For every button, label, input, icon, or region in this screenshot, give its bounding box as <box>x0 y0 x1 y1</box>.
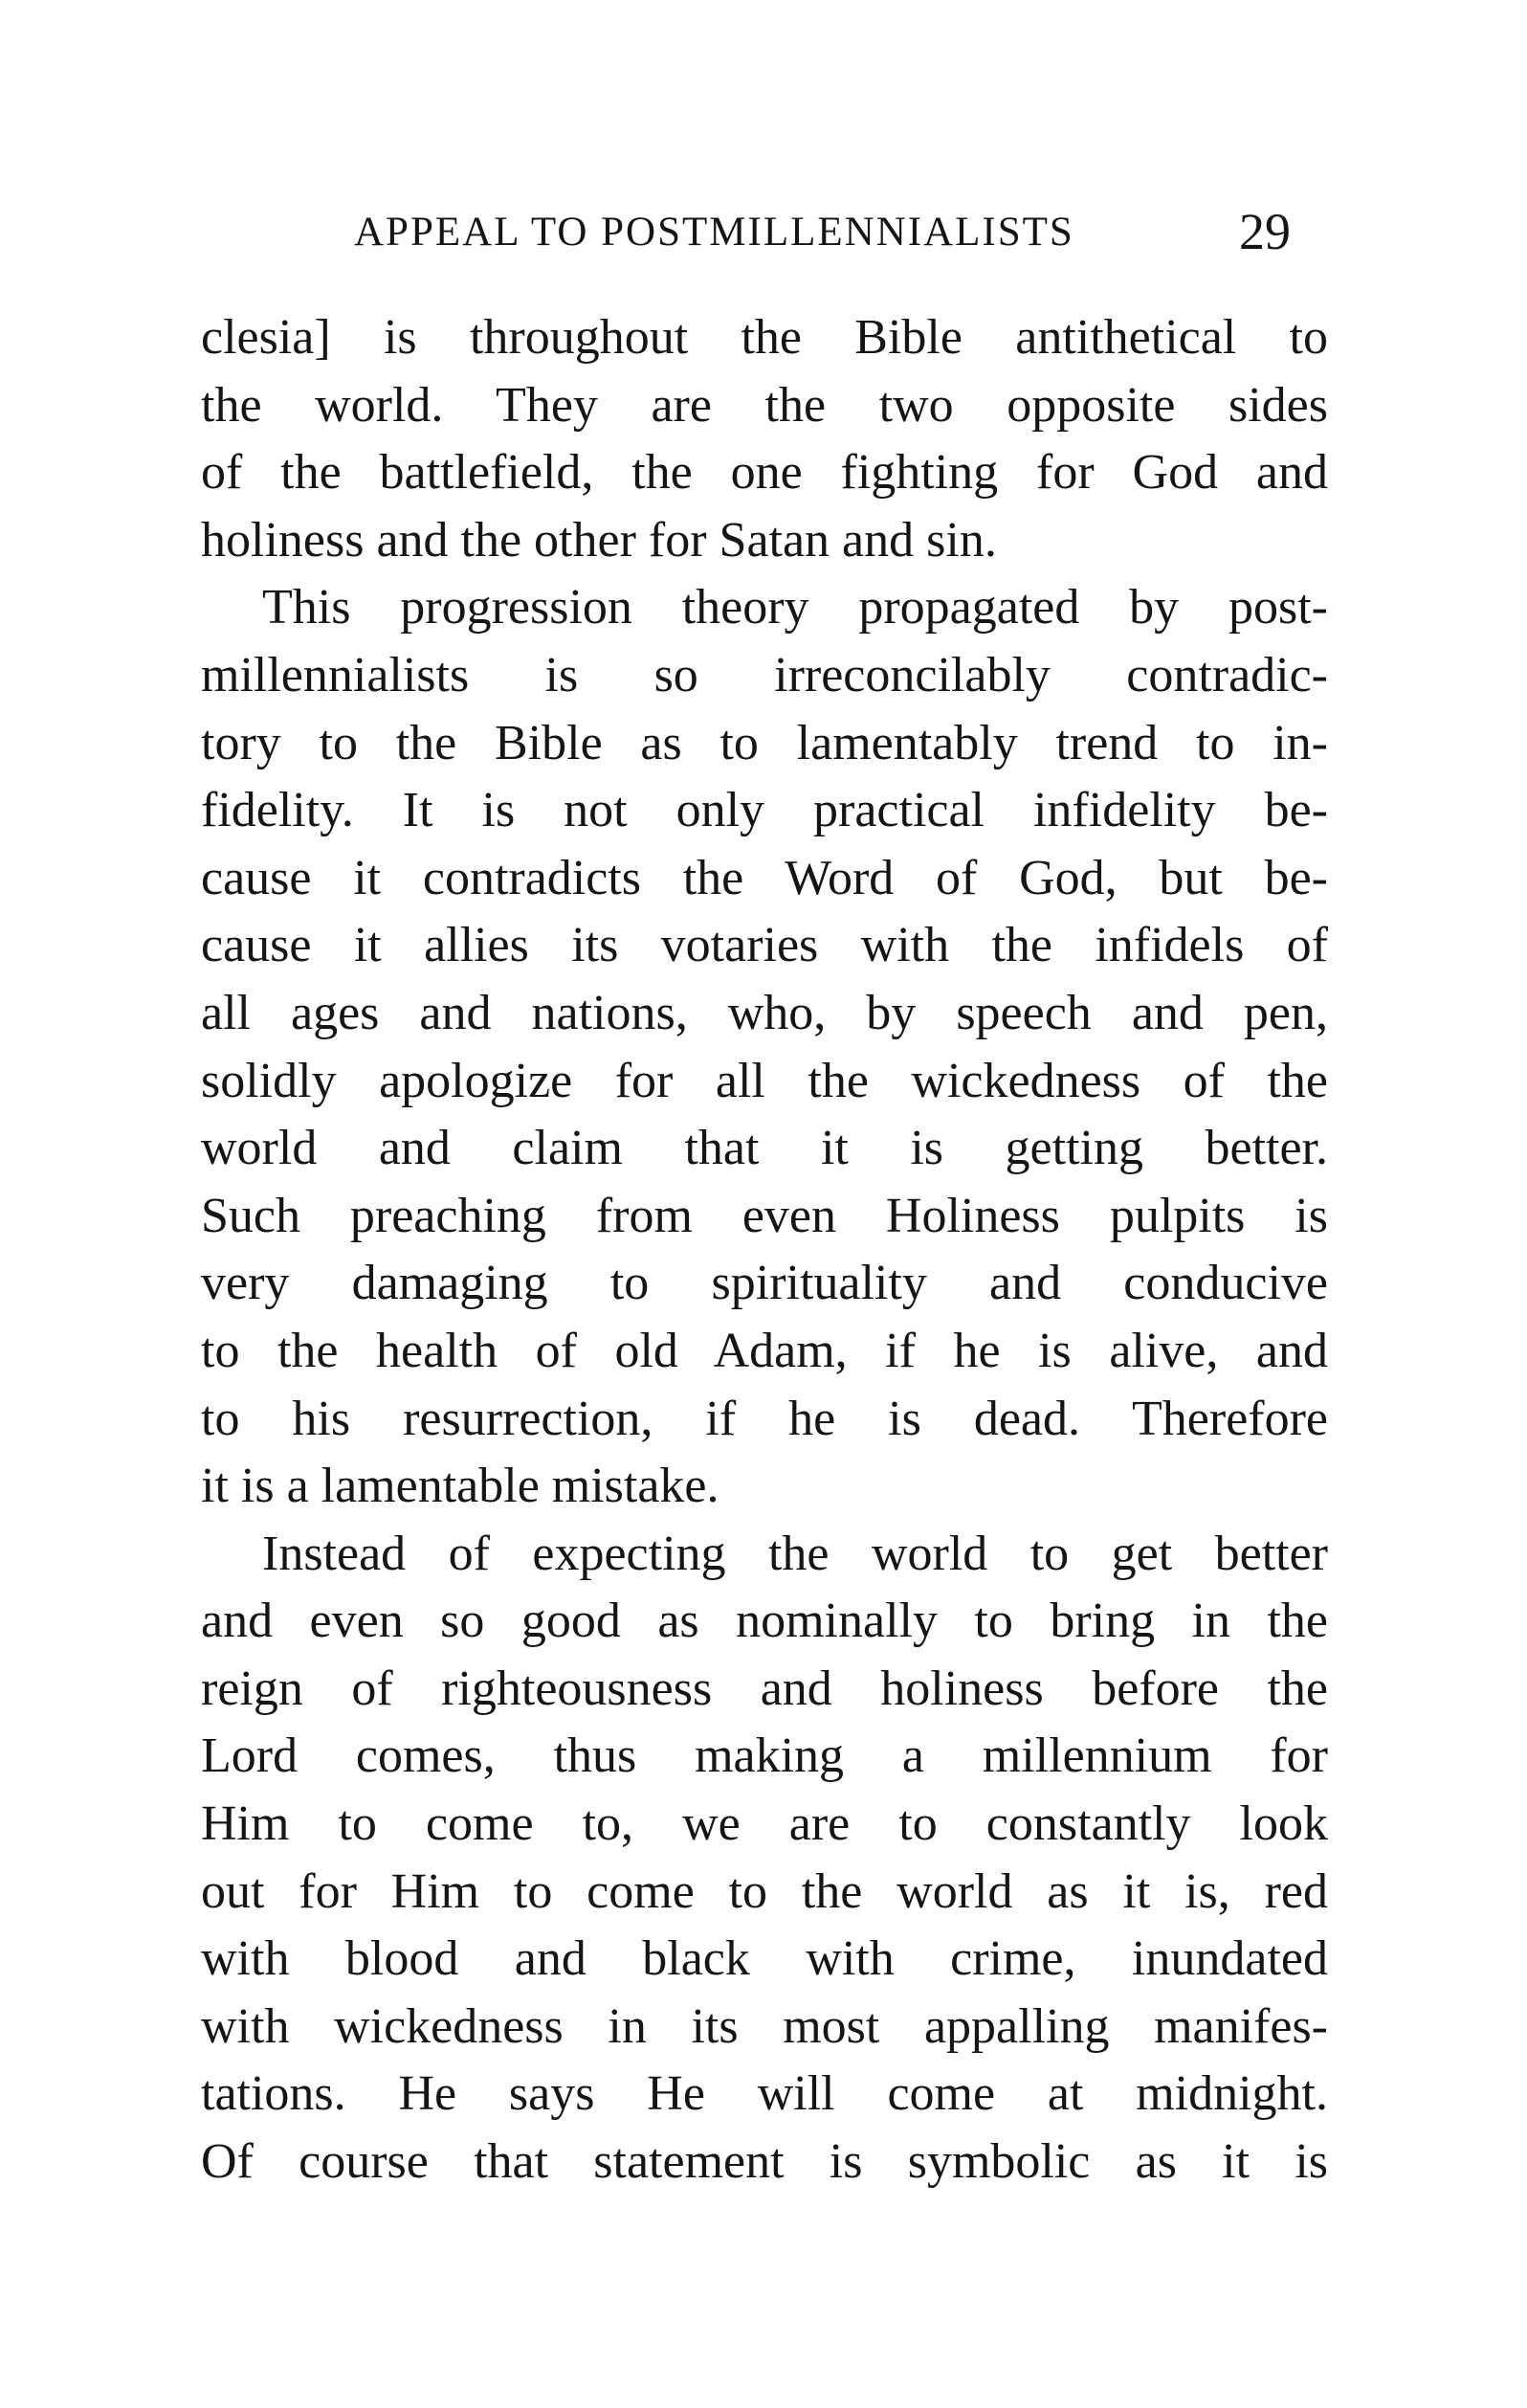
paragraph-first-line: Instead of expecting the world to get better <box>262 1526 1328 1581</box>
text-line: to the health of old Adam, if he is alive, and <box>201 1323 1328 1378</box>
text-line: the world. They are the two opposite sides <box>201 377 1328 433</box>
text-line: cause it allies its votaries with the infidels of <box>201 918 1328 973</box>
text-line: all ages and nations, who, by speech and pen, <box>201 985 1328 1040</box>
text-line: Him to come to, we are to constantly look <box>201 1796 1328 1852</box>
text-line: tations. He says He will come at midnight. <box>201 2066 1328 2122</box>
page-number: 29 <box>1239 203 1291 260</box>
text-line: fidelity. It is not only practical infidelity be- <box>201 783 1328 838</box>
text-line: out for Him to come to the world as it is, red <box>201 1863 1328 1919</box>
text-line: with wickedness in its most appalling manifes- <box>201 1998 1328 2054</box>
text-line: reign of righteousness and holiness before the <box>201 1661 1328 1716</box>
text-line: very damaging to spirituality and conducive <box>201 1256 1328 1311</box>
text-line: holiness and the other for Satan and sin. <box>201 512 997 568</box>
text-line: solidly apologize for all the wickedness of the <box>201 1053 1328 1108</box>
paragraph-first-line: This progression theory propagated by post- <box>262 580 1328 635</box>
text-line: Lord comes, thus making a millennium for <box>201 1728 1328 1784</box>
text-line: it is a lamentable mistake. <box>201 1459 719 1514</box>
text-line: clesia] is throughout the Bible antithetical to <box>201 310 1328 365</box>
text-line: tory to the Bible as to lamentably trend to in- <box>201 715 1328 770</box>
running-title: APPEAL TO POSTMILLENNIALISTS <box>354 210 1074 255</box>
page-header <box>201 196 1330 273</box>
text-line: and even so good as nominally to bring in the <box>201 1594 1328 1649</box>
text-line: to his resurrection, if he is dead. Therefore <box>201 1391 1328 1446</box>
text-line: cause it contradicts the Word of God, but be- <box>201 850 1328 905</box>
text-line: Such preaching from even Holiness pulpits is <box>201 1188 1328 1243</box>
text-line: of the battlefield, the one fighting for God and <box>201 445 1328 501</box>
text-line: millennialists is so irreconcilably contradic- <box>201 647 1328 702</box>
text-line: with blood and black with crime, inundated <box>201 1931 1328 1987</box>
body-text <box>201 304 1328 2196</box>
text-line: Of course that statement is symbolic as it is <box>201 2134 1328 2190</box>
text-line: world and claim that it is getting better. <box>201 1121 1328 1176</box>
